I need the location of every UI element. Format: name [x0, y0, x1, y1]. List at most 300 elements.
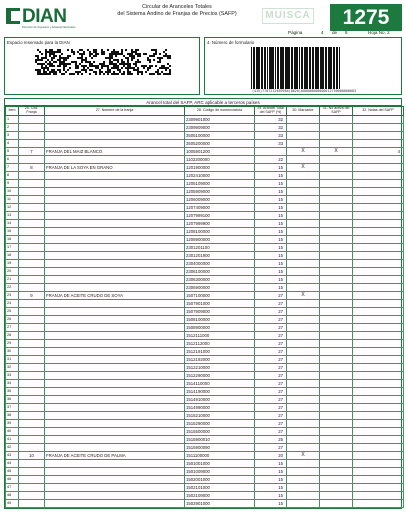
table-row [6, 388, 404, 396]
not-active-cell [320, 396, 353, 404]
marker-cell [287, 476, 320, 484]
table-header-row [6, 107, 404, 116]
band-name-cell [45, 484, 185, 492]
form-number-label: 4. Número de formulario [207, 40, 255, 45]
nomenclature-code-cell: 1501009000 [185, 468, 255, 476]
band-name-cell [45, 332, 185, 340]
item-cell: 9 [6, 180, 19, 188]
total-tariff-cell: 27 [255, 324, 287, 332]
marker-cell [287, 444, 320, 452]
notes-cell [353, 316, 404, 324]
marker-cell [287, 372, 320, 380]
not-active-cell [320, 116, 353, 124]
nomenclature-code-cell: 1502901000 [185, 500, 255, 508]
table-row [6, 412, 404, 420]
notes-cell [353, 324, 404, 332]
table-row [6, 324, 404, 332]
table-row [6, 164, 404, 172]
table-title: Arancel total del SAFP, ARC aplicable a terceros países [5, 99, 401, 106]
band-code-cell [19, 140, 45, 148]
table-row [6, 196, 404, 204]
nomenclature-code-cell: 1508900000 [185, 324, 255, 332]
notes-cell [353, 276, 404, 284]
item-cell: 21 [6, 276, 19, 284]
band-name-cell [45, 468, 185, 476]
nomenclature-code-cell: 1502101000 [185, 484, 255, 492]
item-cell: 42 [6, 444, 19, 452]
band-code-cell: 7 [19, 148, 45, 156]
not-active-cell [320, 300, 353, 308]
table-row [6, 332, 404, 340]
nomenclature-code-cell: 1207409000 [185, 204, 255, 212]
item-cell: 5 [6, 148, 19, 156]
band-code-cell [19, 276, 45, 284]
band-name-cell [45, 188, 185, 196]
nomenclature-code-cell: 3505200000 [185, 140, 255, 148]
not-active-cell [320, 364, 353, 372]
marker-cell [287, 212, 320, 220]
not-active-cell [320, 236, 353, 244]
item-cell: 18 [6, 252, 19, 260]
table-row [6, 436, 404, 444]
marker-cell [287, 124, 320, 132]
total-tariff-cell: 15 [255, 188, 287, 196]
not-active-cell [320, 308, 353, 316]
table-row [6, 340, 404, 348]
band-name-cell [45, 492, 185, 500]
notes-cell [353, 420, 404, 428]
notes-cell [353, 348, 404, 356]
not-active-cell [320, 476, 353, 484]
not-active-cell [320, 412, 353, 420]
band-name-cell [45, 396, 185, 404]
band-name-cell [45, 444, 185, 452]
not-active-cell [320, 164, 353, 172]
band-code-cell [19, 252, 45, 260]
band-name-cell [45, 460, 185, 468]
not-active-cell [320, 388, 353, 396]
notes-cell [353, 116, 404, 124]
nomenclature-code-cell: 2309901000 [185, 116, 255, 124]
total-tariff-cell: 15 [255, 460, 287, 468]
band-name-cell [45, 316, 185, 324]
item-cell: 23 [6, 292, 19, 300]
table-row [6, 356, 404, 364]
form-number-badge: 1275 [330, 4, 402, 31]
band-name-cell [45, 228, 185, 236]
nomenclature-code-cell: 1512192000 [185, 356, 255, 364]
table-row [6, 348, 404, 356]
table-row [6, 500, 404, 508]
form-number-box [204, 37, 402, 95]
col-header-band-code: 25. Cód. Franja [19, 107, 45, 116]
not-active-cell [320, 460, 353, 468]
total-tariff-cell: 15 [255, 204, 287, 212]
notes-cell [353, 364, 404, 372]
item-cell: 25 [6, 308, 19, 316]
notes-cell [353, 484, 404, 492]
total-tariff-cell: 15 [255, 484, 287, 492]
notes-cell [353, 308, 404, 316]
band-code-cell [19, 204, 45, 212]
band-name-cell [45, 388, 185, 396]
band-name-cell [45, 428, 185, 436]
item-cell: 32 [6, 364, 19, 372]
total-tariff-cell: 22 [255, 156, 287, 164]
notes-cell [353, 404, 404, 412]
table-row [6, 364, 404, 372]
not-active-cell: X [320, 148, 353, 156]
item-cell: 20 [6, 268, 19, 276]
total-tariff-cell: 15 [255, 228, 287, 236]
not-active-cell [320, 324, 353, 332]
notes-cell [353, 492, 404, 500]
band-code-cell [19, 268, 45, 276]
total-tariff-cell: 15 [255, 276, 287, 284]
dian-logo-text: DIAN [22, 6, 67, 27]
notes-cell [353, 164, 404, 172]
total-tariff-cell: 15 [255, 180, 287, 188]
band-code-cell [19, 324, 45, 332]
table-row [6, 252, 404, 260]
total-tariff-cell: 27 [255, 388, 287, 396]
marker-cell [287, 228, 320, 236]
nomenclature-code-cell: 2301201100 [185, 244, 255, 252]
notes-cell [353, 356, 404, 364]
marker-cell [287, 388, 320, 396]
marker-cell [287, 500, 320, 508]
marker-cell [287, 300, 320, 308]
page-of-label: de [332, 30, 338, 35]
notes-cell [353, 452, 404, 460]
total-tariff-cell [255, 148, 287, 156]
notes-cell [353, 372, 404, 380]
notes-cell [353, 444, 404, 452]
not-active-cell [320, 444, 353, 452]
total-tariff-cell: 27 [255, 372, 287, 380]
nomenclature-code-cell: 1502109000 [185, 492, 255, 500]
table-row [6, 316, 404, 324]
total-tariff-cell: 32 [255, 116, 287, 124]
nomenclature-code-cell: 2306100000 [185, 268, 255, 276]
notes-cell [353, 436, 404, 444]
nomenclature-code-cell: 3505100000 [185, 132, 255, 140]
table-row [6, 188, 404, 196]
nomenclature-code-cell: 1511100000 [185, 452, 255, 460]
band-code-cell [19, 332, 45, 340]
not-active-cell [320, 220, 353, 228]
table-row [6, 292, 404, 300]
marker-cell [287, 468, 320, 476]
nomenclature-code-cell: 1208900000 [185, 236, 255, 244]
total-tariff-cell: 27 [255, 300, 287, 308]
total-tariff-cell: 15 [255, 220, 287, 228]
band-name-cell [45, 244, 185, 252]
item-cell: 40 [6, 428, 19, 436]
table-row [6, 156, 404, 164]
2d-barcode-icon [35, 49, 171, 75]
notes-cell [353, 188, 404, 196]
notes-cell [353, 476, 404, 484]
notes-cell [353, 292, 404, 300]
table-row [6, 276, 404, 284]
marker-cell [287, 436, 320, 444]
total-tariff-cell: 27 [255, 340, 287, 348]
band-code-cell [19, 284, 45, 292]
marker-cell [287, 180, 320, 188]
band-name-cell [45, 180, 185, 188]
band-name-cell: FRANJA DE ACEITE CRUDO DE PALMA [45, 452, 185, 460]
notes-cell [353, 156, 404, 164]
table-row [6, 260, 404, 268]
table-row [6, 420, 404, 428]
band-code-cell: 8 [19, 164, 45, 172]
nomenclature-code-cell: 1512210000 [185, 364, 255, 372]
form-title-line2: del Sistema Andino de Franjas de Precios (SAFP) [117, 11, 237, 17]
item-cell: 3 [6, 132, 19, 140]
item-cell: 33 [6, 372, 19, 380]
item-cell: 34 [6, 380, 19, 388]
total-tariff-cell: 33 [255, 132, 287, 140]
band-code-cell [19, 428, 45, 436]
col-header-marker: 30. Marcador [287, 107, 320, 116]
band-name-cell [45, 236, 185, 244]
table-row [6, 228, 404, 236]
notes-cell [353, 244, 404, 252]
marker-cell [287, 332, 320, 340]
not-active-cell [320, 348, 353, 356]
notes-cell [353, 220, 404, 228]
item-cell: 39 [6, 420, 19, 428]
total-tariff-cell: 27 [255, 380, 287, 388]
notes-cell [353, 236, 404, 244]
marker-cell [287, 356, 320, 364]
band-name-cell [45, 420, 185, 428]
total-tariff-cell: 27 [255, 292, 287, 300]
col-header-not-active: 31. No activa del SAFP [320, 107, 353, 116]
item-cell: 2 [6, 124, 19, 132]
form-title [92, 4, 262, 18]
band-code-cell [19, 388, 45, 396]
total-tariff-cell: 27 [255, 444, 287, 452]
nomenclature-code-cell: 1208100000 [185, 228, 255, 236]
total-tariff-cell: 15 [255, 212, 287, 220]
band-code-cell: 9 [19, 292, 45, 300]
not-active-cell [320, 172, 353, 180]
band-name-cell [45, 204, 185, 212]
band-name-cell [45, 404, 185, 412]
marker-cell [287, 220, 320, 228]
item-cell: 1 [6, 116, 19, 124]
band-code-cell [19, 308, 45, 316]
reserved-box [4, 37, 200, 95]
nomenclature-code-cell: 1501001000 [185, 460, 255, 468]
item-cell: 12 [6, 204, 19, 212]
item-cell: 41 [6, 436, 19, 444]
sheet-label: Hoja No. 2 [368, 30, 390, 35]
item-cell: 19 [6, 260, 19, 268]
table-row [6, 484, 404, 492]
band-code-cell [19, 132, 45, 140]
marker-cell [287, 396, 320, 404]
barcode-number: (415)7707212489984(8020)000000000000012750000000003 [251, 89, 357, 93]
item-cell: 48 [6, 492, 19, 500]
item-cell: 31 [6, 356, 19, 364]
notes-cell [353, 300, 404, 308]
total-tariff-cell: 27 [255, 420, 287, 428]
not-active-cell [320, 140, 353, 148]
marker-cell [287, 252, 320, 260]
not-active-cell [320, 124, 353, 132]
reserved-label: Espacio reservado para la DIAN [7, 40, 70, 45]
marker-cell [287, 324, 320, 332]
marker-cell: X [287, 452, 320, 460]
notes-cell [353, 500, 404, 508]
not-active-cell [320, 500, 353, 508]
col-header-band-name: 27. Nombre de la franja [45, 107, 185, 116]
form-title-line1: Circular de Aranceles Totales [142, 4, 212, 10]
not-active-cell [320, 340, 353, 348]
band-name-cell [45, 196, 185, 204]
item-cell: 29 [6, 340, 19, 348]
band-name-cell [45, 372, 185, 380]
nomenclature-code-cell: 1005901200 [185, 148, 255, 156]
total-tariff-cell: 27 [255, 428, 287, 436]
table-body [6, 116, 404, 508]
notes-cell [353, 228, 404, 236]
band-name-cell [45, 324, 185, 332]
total-tariff-cell: 15 [255, 244, 287, 252]
band-name-cell [45, 260, 185, 268]
notes-cell [353, 212, 404, 220]
marker-cell [287, 156, 320, 164]
item-cell: 13 [6, 212, 19, 220]
total-tariff-cell: 15 [255, 164, 287, 172]
notes-cell: 4 [353, 148, 404, 156]
item-cell: 6 [6, 156, 19, 164]
notes-cell [353, 260, 404, 268]
page-label: Página [288, 30, 303, 35]
not-active-cell [320, 372, 353, 380]
not-active-cell [320, 196, 353, 204]
band-code-cell [19, 436, 45, 444]
marker-cell: X [287, 292, 320, 300]
nomenclature-code-cell: 1514990000 [185, 404, 255, 412]
col-header-nomenclature-code: 28. Código de nomenclatura [185, 107, 255, 116]
total-tariff-cell: 27 [255, 412, 287, 420]
table-row [6, 428, 404, 436]
notes-cell [353, 180, 404, 188]
nomenclature-code-cell: 1207999900 [185, 220, 255, 228]
notes-cell [353, 132, 404, 140]
not-active-cell [320, 228, 353, 236]
not-active-cell [320, 316, 353, 324]
not-active-cell [320, 356, 353, 364]
marker-cell: X [287, 164, 320, 172]
table-row [6, 220, 404, 228]
not-active-cell [320, 156, 353, 164]
band-code-cell [19, 228, 45, 236]
page-current: 4 [321, 30, 324, 35]
nomenclature-code-cell: 1207999100 [185, 212, 255, 220]
marker-cell [287, 132, 320, 140]
notes-cell [353, 428, 404, 436]
nomenclature-code-cell: 1512290000 [185, 372, 255, 380]
notes-cell [353, 340, 404, 348]
not-active-cell [320, 212, 353, 220]
table-row [6, 476, 404, 484]
nomenclature-code-cell: 1515210000 [185, 412, 255, 420]
not-active-cell [320, 452, 353, 460]
band-name-cell [45, 380, 185, 388]
nomenclature-code-cell: 1507909000 [185, 308, 255, 316]
item-cell: 35 [6, 388, 19, 396]
notes-cell [353, 396, 404, 404]
nomenclature-code-cell: 2306900000 [185, 284, 255, 292]
band-code-cell [19, 220, 45, 228]
item-cell: 26 [6, 316, 19, 324]
band-name-cell [45, 364, 185, 372]
band-code-cell [19, 356, 45, 364]
band-code-cell [19, 116, 45, 124]
table-row [6, 444, 404, 452]
not-active-cell [320, 492, 353, 500]
band-name-cell [45, 500, 185, 508]
notes-cell [353, 412, 404, 420]
band-name-cell: FRANJA DEL MAIZ BLANCO [45, 148, 185, 156]
total-tariff-cell: 27 [255, 404, 287, 412]
nomenclature-code-cell: 1512112000 [185, 340, 255, 348]
item-cell: 38 [6, 412, 19, 420]
band-name-cell [45, 284, 185, 292]
marker-cell: X [287, 148, 320, 156]
band-name-cell [45, 252, 185, 260]
notes-cell [353, 332, 404, 340]
total-tariff-cell: 27 [255, 364, 287, 372]
total-tariff-cell: 27 [255, 356, 287, 364]
total-tariff-cell: 25 [255, 436, 287, 444]
nomenclature-code-cell: 2306300000 [185, 276, 255, 284]
band-code-cell [19, 316, 45, 324]
item-cell: 7 [6, 164, 19, 172]
tariff-table-section [4, 98, 402, 509]
table-row [6, 396, 404, 404]
band-name-cell [45, 124, 185, 132]
notes-cell [353, 204, 404, 212]
band-name-cell [45, 308, 185, 316]
marker-cell [287, 492, 320, 500]
band-code-cell [19, 444, 45, 452]
table-row [6, 468, 404, 476]
not-active-cell [320, 468, 353, 476]
marker-cell [287, 276, 320, 284]
band-code-cell [19, 396, 45, 404]
band-code-cell [19, 172, 45, 180]
nomenclature-code-cell: 1512111000 [185, 332, 255, 340]
notes-cell [353, 388, 404, 396]
marker-cell [287, 196, 320, 204]
total-tariff-cell: 27 [255, 316, 287, 324]
item-cell: 8 [6, 172, 19, 180]
total-tariff-cell: 15 [255, 236, 287, 244]
nomenclature-code-cell: 1514910000 [185, 396, 255, 404]
table-row [6, 236, 404, 244]
band-code-cell [19, 460, 45, 468]
nomenclature-code-cell: 1508100000 [185, 316, 255, 324]
table-row [6, 404, 404, 412]
band-name-cell [45, 268, 185, 276]
notes-cell [353, 124, 404, 132]
